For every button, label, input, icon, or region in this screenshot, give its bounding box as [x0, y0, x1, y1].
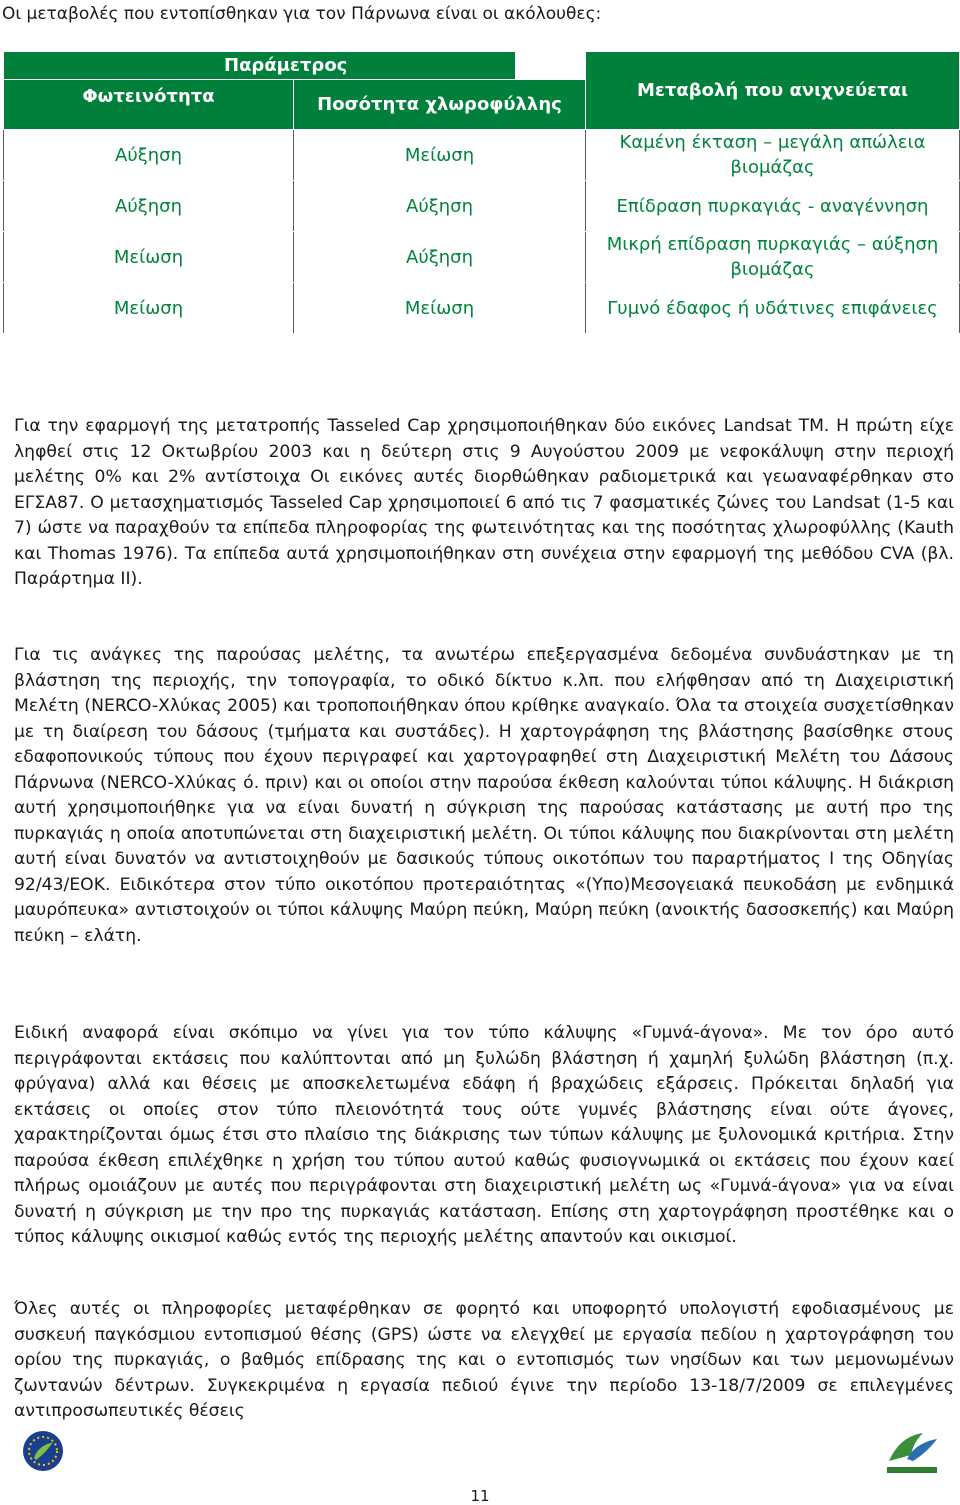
header-change: Μεταβολή που ανιχνεύεται	[586, 52, 960, 130]
cell-brightness: Αύξηση	[4, 181, 294, 232]
header-chlorophyll: Ποσότητα χλωροφύλλης	[294, 80, 586, 130]
intro-line: Οι μεταβολές που εντοπίσθηκαν για τον Πάρνωνα είναι οι ακόλουθες:	[2, 4, 602, 24]
paragraph-vegetation-mapping: Για τις ανάγκες της παρούσας μελέτης, τα ανωτέρω επεξεργασμένα δεδομένα συνδυάστηκαν με τη βλάστηση της περιοχής, την τοπογραφία, το οδικό δίκτυο κ.λπ. που ελήφθησαν από τη Διαχειριστική Μελέτη (NERCO-Χλύκας 2005) και τροποποιήθηκαν όπου κρίθηκε αναγκαίο. Όλα τα στοιχεία συσχετίσθηκαν με τη διαίρεση του δάσους (τμήματα και συστάδες). Η χαρτογράφηση της βλάστησης βασίσθηκε στους εδαφοπονικούς τύπους που έχουν περιγραφεί και χαρτογραφηθεί στη Διαχειριστική Μελέτη του Δάσους Πάρνωνα (NERCO-Χλύκας ό. πριν) και οι οποίοι στην παρούσα έκθεση καλούνται τύποι κάλυψης. Η διάκριση αυτή χρησιμοποιήθηκε για να είναι δυνατή η σύγκριση της παρούσας κατάστασης με αυτή προ της πυρκαγιάς η οποία αποτυπώνεται στη διαχειριστική μελέτη. Οι τύποι κάλυψης που διακρίνονται στη μελέτη αυτή είναι δυνατόν να αντιστοιχηθούν με δασικούς τύπους οικοτόπων του παραρτήματος Ι της Οδηγίας 92/43/ΕΟΚ. Ειδικότερα στον τύπο οικοτόπου προτεραιότητας «(Υπο)Μεσογειακά πευκοδάση με ενδημικά μαυρόπευκα» αντιστοιχούν οι τύποι κάλυψης Μαύρη πεύκη, Μαύρη πεύκη (ανοικτής δασοσκεπής) και Μαύρη πεύκη – ελάτη.	[14, 645, 954, 946]
paragraph-tasseled-cap: Για την εφαρμογή της μετατροπής Tasseled Cap χρησιμοποιήθηκαν δύο εικόνες Landsat TM. Η πρώτη είχε ληφθεί στις 12 Οκτωβρίου 2003 και η δεύτερη στις 9 Αυγούστου 2009 με νεφοκάλυψη στην περιοχή μελέτης 0% και 2% αντίστοιχα Οι εικόνες αυτές διορθώθηκαν ραδιομετρικά και γεωαναφέρθηκαν στο ΕΓΣΑ87. Ο μετασχηματισμός Tasseled Cap χρησιμοποιεί 6 από τις 7 φασματικές ζώνες του Landsat (1-5 και 7) ώστε να παραχθούν τα επίπεδα πληροφορίας της φωτεινότητας και της ποσότητας χλωροφύλλης (Kauth και Thomas 1976). Τα επίπεδα αυτά χρησιμοποιήθηκαν στη συνέχεια στην εφαρμογή της μεθόδου CVA (βλ. Παράρτημα ΙΙ).	[14, 416, 954, 589]
life-logo	[22, 1430, 64, 1472]
header-parameter: Παράμετρος	[224, 52, 516, 80]
table-row	[4, 181, 960, 232]
table-row	[4, 130, 960, 181]
natura-2000-logo	[883, 1425, 941, 1477]
cell-chlorophyll: Αύξηση	[294, 181, 586, 232]
cell-chlorophyll: Μείωση	[294, 130, 586, 181]
header-brightness: Φωτεινότητα	[4, 80, 294, 130]
cell-brightness: Μείωση	[4, 232, 294, 283]
cell-brightness: Αύξηση	[4, 130, 294, 181]
table-row	[4, 232, 960, 283]
cell-chlorophyll: Μείωση	[294, 283, 586, 334]
cell-change: Καμένη έκταση – μεγάλη απώλεια βιομάζας	[586, 130, 960, 181]
cell-brightness: Μείωση	[4, 283, 294, 334]
page-number: 11	[470, 1487, 490, 1505]
parameters-table	[3, 51, 960, 334]
cell-change: Γυμνό έδαφος ή υδάτινες επιφάνειες	[586, 283, 960, 334]
cell-chlorophyll: Αύξηση	[294, 232, 586, 283]
cell-change: Μικρή επίδραση πυρκαγιάς – αύξηση βιομάζας	[586, 232, 960, 283]
paragraph-barren-land: Ειδική αναφορά είναι σκόπιμο να γίνει για τον τύπο κάλυψης «Γυμνά-άγονα». Με τον όρο αυτό περιγράφονται εκτάσεις που καλύπτονται από μη ξυλώδη βλάστηση ή χαμηλή ξυλώδη βλάστηση (π.χ. φρύγανα) αλλά και θέσεις με αποσκελετωμένα εδάφη ή βραχώδεις εξάρσεις. Πρόκειται δηλαδή για εκτάσεις οι οποίες στον τύπο πλειονότητά τους ούτε γυμνές βλάστησης είναι ούτε άγονες, χαρακτηρίζονται όμως έτσι στο πλαίσιο της διάκρισης των τύπων κάλυψης με ξυλονομικά κριτήρια. Στην παρούσα έκθεση επιλέχθηκε η χρήση του τύπου αυτού καθώς φυσιογνωμικά οι εκτάσεις που έχουν καεί πλήρως ομοιάζουν με αυτές που περιγράφονται στη διαχειριστική μελέτη ως «Γυμνά-άγονα» για να είναι δυνατή η σύγκριση με την προ της πυρκαγιάς κατάσταση. Επίσης στη χαρτογράφηση προστέθηκε και ο τύπος κάλυψης οικισμοί καθώς εντός της περιοχής μελέτης απαντούν και οικισμοί.	[14, 1023, 954, 1247]
table-row	[4, 283, 960, 334]
paragraph-field-work: Όλες αυτές οι πληροφορίες μεταφέρθηκαν σε φορητό και υποφορητό υπολογιστή εφοδιασμένους με συσκευή παγκόσμιου εντοπισμού θέσης (GPS) ώστε να ελεγχθεί με εργασία πεδίου η χαρτογράφηση του ορίου της πυρκαγιάς, ο βαθμός επίδρασης της και ο εντοπισμός των νησίδων και των μεμονωμένων ζωντανών δέντρων. Συγκεκριμένα η εργασία πεδιού έγινε την περίοδο 13-18/7/2009 σε επιλεγμένες αντιπροσωπευτικές θέσεις	[14, 1299, 954, 1421]
cell-change: Επίδραση πυρκαγιάς - αναγέννηση	[586, 181, 960, 232]
